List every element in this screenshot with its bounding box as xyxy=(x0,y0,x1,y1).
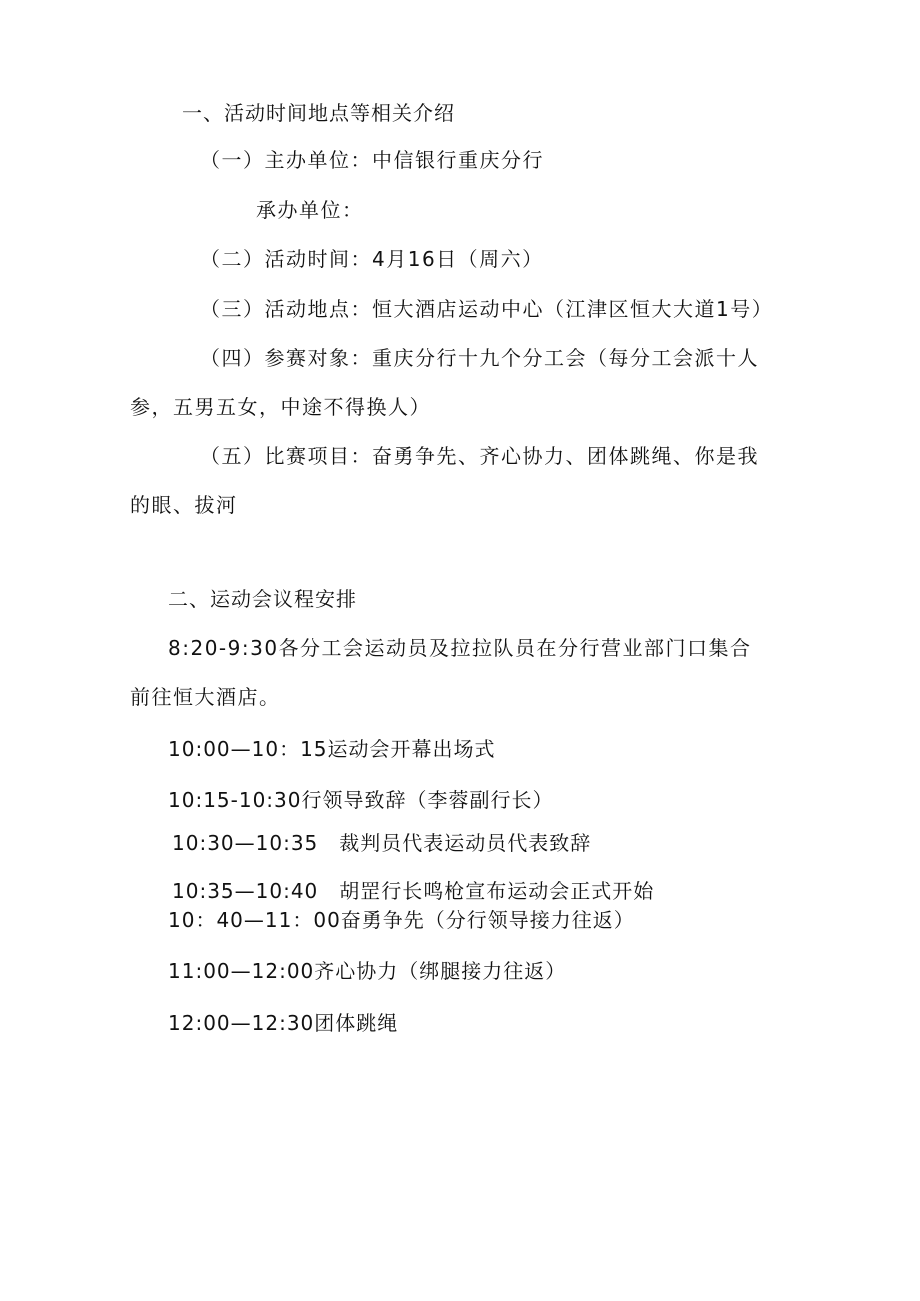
section2-title: 二、运动会议程安排 xyxy=(168,587,357,611)
organizer-line: （一）主办单位：中信银行重庆分行 xyxy=(200,148,544,172)
co-organizer-line: 承办单位： xyxy=(256,198,364,222)
participants-line-1: （四）参赛对象：重庆分行十九个分工会（每分工会派十人 xyxy=(200,346,759,370)
activity-venue-line: （三）活动地点：恒大酒店运动中心（江津区恒大大道1号） xyxy=(200,297,774,321)
schedule-item: 10:15-10:30行领导致辞（李蓉副行长） xyxy=(168,788,554,812)
events-line-2: 的眼、拔河 xyxy=(130,493,238,517)
schedule-item: 10:00—10：15运动会开幕出场式 xyxy=(168,737,496,761)
schedule-item: 10:30—10:35 裁判员代表运动员代表致辞 xyxy=(172,831,592,855)
assembly-line-1: 8:20-9:30各分工会运动员及拉拉队员在分行营业部门口集合 xyxy=(168,636,752,660)
assembly-line-2: 前往恒大酒店。 xyxy=(130,685,281,709)
activity-time-line: （二）活动时间：4月16日（周六） xyxy=(200,247,544,271)
events-line-1: （五）比赛项目：奋勇争先、齐心协力、团体跳绳、你是我 xyxy=(200,444,759,468)
participants-line-2: 参，五男五女，中途不得换人） xyxy=(130,395,431,419)
schedule-item: 11:00—12:00齐心协力（绑腿接力往返） xyxy=(168,959,567,983)
schedule-item: 10：40—11：00奋勇争先（分行领导接力往返） xyxy=(168,908,635,932)
section1-title: 一、活动时间地点等相关介绍 xyxy=(182,101,455,125)
schedule-item: 12:00—12:30团体跳绳 xyxy=(168,1011,399,1035)
schedule-item: 10:35—10:40 胡罡行长鸣枪宣布运动会正式开始 xyxy=(172,879,655,903)
